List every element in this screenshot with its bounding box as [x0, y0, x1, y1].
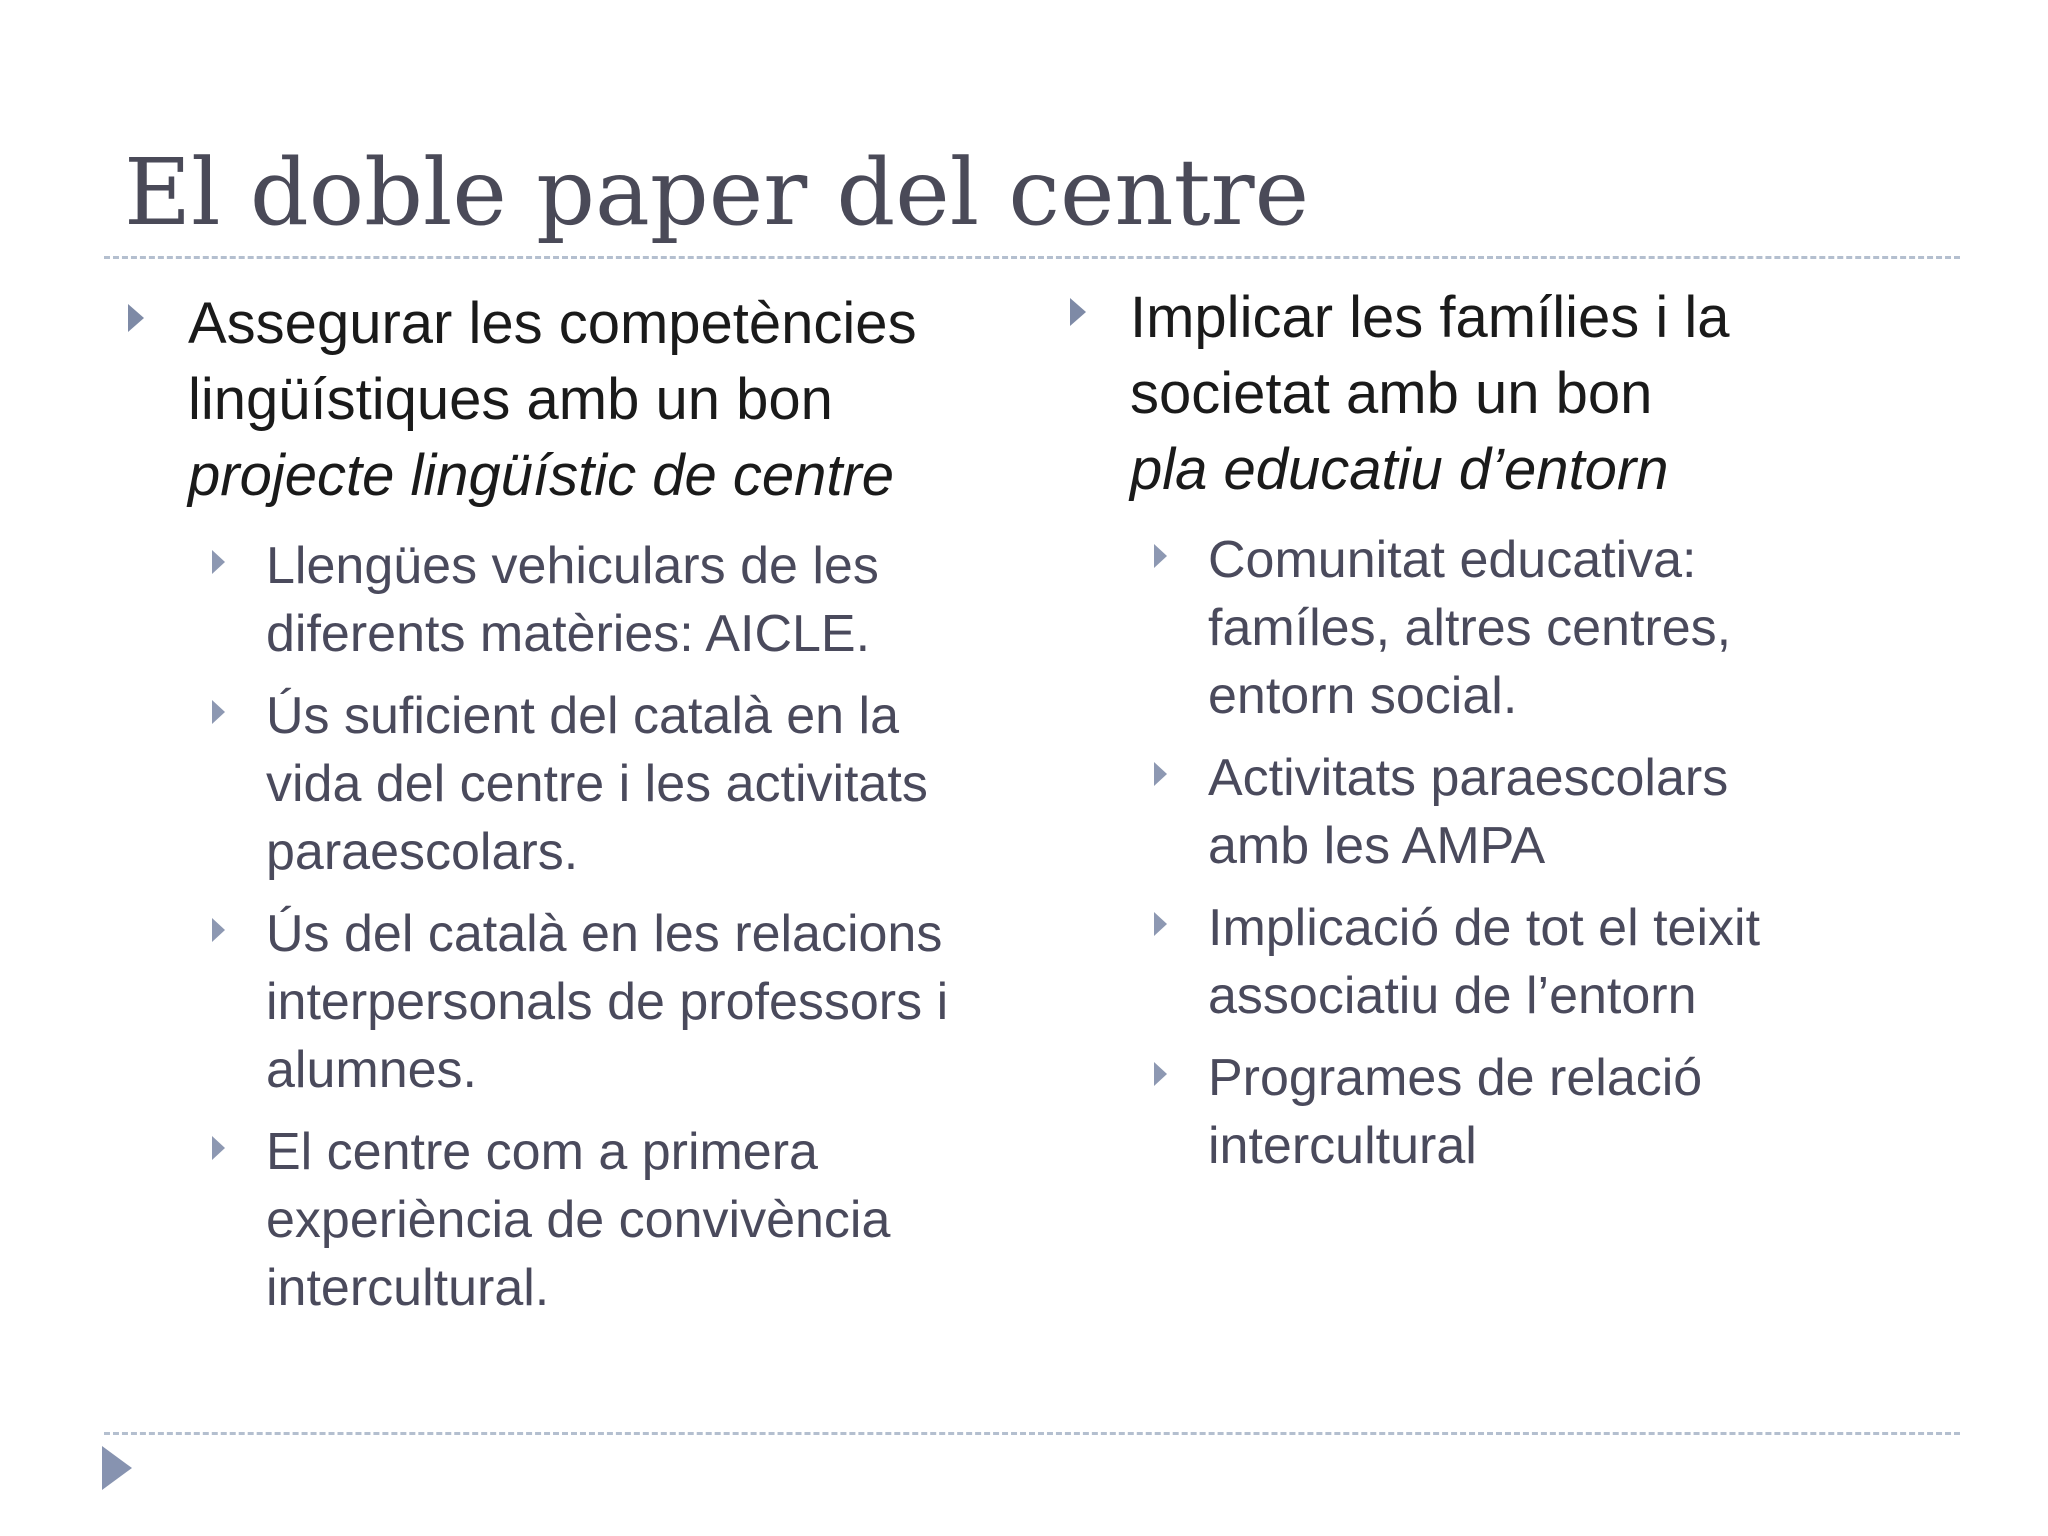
triangle-bullet-icon	[212, 550, 225, 574]
right-sub-item-text: Activitats paraescolars amb les AMPA	[1208, 749, 1729, 875]
triangle-bullet-icon	[1154, 762, 1167, 786]
left-sub-item	[204, 532, 1002, 668]
triangle-bullet-icon	[212, 918, 225, 942]
right-sub-item	[1146, 744, 1824, 880]
left-main-text: Assegurar les competències lingüístiques amb un bon	[188, 291, 917, 432]
right-main-text: Implicar les famílies i la societat amb un bon	[1130, 285, 1730, 426]
left-sub-item-text: Llengües vehiculars de les diferents matèries: AICLE.	[266, 537, 879, 663]
left-sub-item-text: Ús del català en les relacions interpersonals de professors i alumnes.	[266, 905, 949, 1099]
triangle-bullet-icon	[1154, 544, 1167, 568]
triangle-bullet-icon	[128, 304, 144, 332]
right-column	[1064, 280, 1824, 1194]
corner-triangle-icon	[102, 1446, 132, 1490]
left-column	[122, 286, 1002, 1336]
bottom-divider	[104, 1432, 1960, 1435]
triangle-bullet-icon	[1070, 298, 1086, 326]
right-sub-item-text: Comunitat educativa: famíles, altres centres, entorn social.	[1208, 531, 1732, 725]
triangle-bullet-icon	[1154, 1062, 1167, 1086]
right-sub-item	[1146, 894, 1824, 1030]
left-sub-item-text: El centre com a primera experiència de convivència intercultural.	[266, 1123, 891, 1317]
left-main-point	[122, 286, 1002, 514]
left-sub-item-text: Ús suficient del català en la vida del centre i les activitats paraescolars.	[266, 687, 928, 881]
right-main-point	[1064, 280, 1824, 508]
left-sub-item	[204, 682, 1002, 886]
right-main-emphasis: pla educatiu d’entorn	[1130, 437, 1669, 502]
right-sub-item	[1146, 1044, 1824, 1180]
left-main-emphasis: projecte lingüístic de centre	[188, 443, 895, 508]
left-sub-item	[204, 900, 1002, 1104]
right-sub-item	[1146, 526, 1824, 730]
slide-title: El doble paper del centre	[124, 139, 1310, 246]
top-divider	[104, 256, 1960, 259]
triangle-bullet-icon	[1154, 912, 1167, 936]
right-sub-item-text: Implicació de tot el teixit associatiu de l’entorn	[1208, 899, 1761, 1025]
triangle-bullet-icon	[212, 700, 225, 724]
left-sub-item	[204, 1118, 1002, 1322]
triangle-bullet-icon	[212, 1136, 225, 1160]
right-sub-item-text: Programes de relació intercultural	[1208, 1049, 1703, 1175]
